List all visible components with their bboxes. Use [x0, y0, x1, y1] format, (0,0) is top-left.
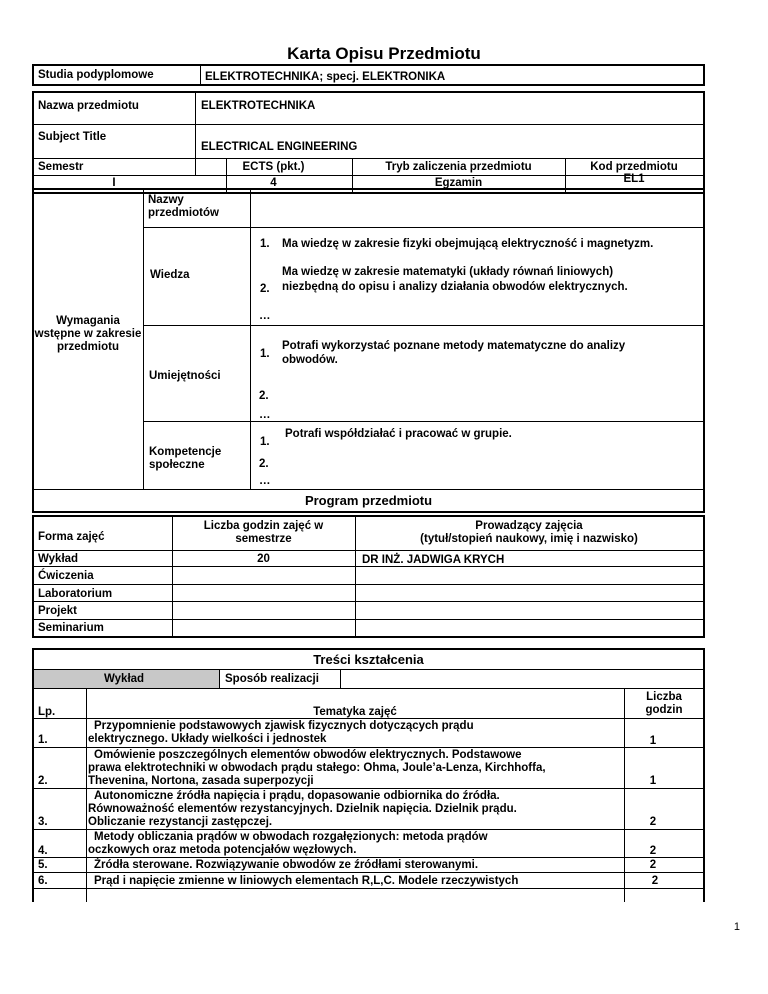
tresci-text-3a: Autonomiczne źródła napięcia i prądu, dopasowanie odbiornika do źródła.	[94, 790, 500, 802]
studia-value: ELEKTROTECHNIKA; specj. ELEKTRONIKA	[205, 71, 446, 83]
wymagania-label: Wymagania wstępne w zakresie przedmiotu	[34, 315, 142, 353]
tresci-text-3c: Obliczanie rezystancji zastępczej.	[88, 816, 273, 828]
tresci-lp-3: 3.	[38, 816, 48, 828]
forma-row-5: Seminarium	[38, 622, 104, 634]
tresci-lp-2: 2.	[38, 775, 48, 787]
liczba-header-1: Liczba	[646, 691, 682, 703]
tresci-lp-5: 5.	[38, 859, 48, 871]
tresci-hours-4: 2	[649, 845, 657, 857]
tresci-hours-3: 2	[649, 816, 657, 828]
kod-label: Kod przedmiotu	[590, 161, 678, 173]
kompetencje-text-1: Potrafi współdziałać i pracować w grupie.	[285, 428, 512, 440]
kompetencje-label: Kompetencje społeczne	[149, 446, 222, 471]
tresci-text-4a: Metody obliczania prądów w obwodach rozgałęzionych: metoda prądów	[94, 831, 488, 843]
kod-value: EL1	[623, 173, 645, 185]
page-title: Karta Opisu Przedmiotu	[287, 44, 481, 63]
wiedza-text-2a: Ma wiedzę w zakresie matematyki (układy równań liniowych)	[282, 266, 614, 278]
umiejetnosci-text-1b: obwodów.	[282, 354, 338, 366]
tryb-label: Tryb zaliczenia przedmiotu	[385, 161, 532, 173]
tresci-text-6a: Prąd i napięcie zmienne w liniowych elementach R,L,C. Modele rzeczywistych	[94, 875, 519, 887]
tresci-text-2c: Thevenina, Nortona, zasada superpozycji	[88, 775, 314, 787]
prowadzacy-row-1: DR INŻ. JADWIGA KRYCH	[362, 554, 505, 566]
kompetencje-num-1: 1.	[260, 436, 270, 448]
forma-row-3: Laboratorium	[38, 588, 113, 600]
tresci-text-1b: elektrycznego. Układy wielkości i jednostek	[88, 733, 327, 745]
tresci-hours-2: 1	[649, 775, 657, 787]
umiejetnosci-label: Umiejętności	[149, 370, 221, 382]
page-number: 1	[733, 921, 740, 933]
semestr-value: I	[112, 177, 116, 189]
wiedza-text-2b: niezbędną do opisu i analizy działania obwodów elektrycznych.	[282, 281, 628, 293]
wiedza-num-3: …	[259, 310, 271, 322]
tresci-hours-1: 1	[649, 735, 657, 747]
studia-label: Studia podyplomowe	[38, 69, 154, 81]
ects-label: ECTS (pkt.)	[242, 161, 305, 173]
tresci-hours-5: 2	[649, 859, 657, 871]
col-liczba-1: Liczba godzin zajęć w	[203, 520, 324, 532]
col-liczba-2: semestrze	[235, 533, 292, 545]
kompetencje-num-3: …	[259, 475, 271, 487]
forma-row-2: Ćwiczenia	[38, 570, 94, 582]
tresci-hours-6: 2	[651, 875, 659, 887]
wyklad-label: Wykład	[104, 673, 145, 685]
ects-value: 4	[270, 177, 277, 189]
tresci-text-2b: prawa elektrotechniki w obwodach prądu stałego: Ohma, Joule’a-Lenza, Kirchhoffa,	[88, 762, 546, 774]
tresci-text-4b: oczkowych oraz metoda potencjałów węzłowych.	[88, 844, 357, 856]
subject-title-label: Subject Title	[38, 131, 107, 143]
forma-row-4: Projekt	[38, 605, 77, 617]
sposob-label: Sposób realizacji	[225, 673, 319, 685]
umiejetnosci-num-3: …	[259, 409, 271, 421]
tresci-lp-4: 4.	[38, 845, 48, 857]
wiedza-num-1: 1.	[260, 238, 270, 250]
wiedza-text-1: Ma wiedzę w zakresie fizyki obejmującą elektryczność i magnetyzm.	[282, 238, 654, 250]
nazwa-label: Nazwa przedmiotu	[38, 100, 139, 112]
tryb-value: Egzamin	[434, 177, 483, 189]
tresci-lp-6: 6.	[38, 875, 48, 887]
col-forma: Forma zajęć	[38, 531, 105, 543]
program-title: Program przedmiotu	[304, 493, 433, 508]
wiedza-num-2: 2.	[260, 283, 270, 295]
semestr-label: Semestr	[38, 161, 84, 173]
umiejetnosci-num-2: 2.	[259, 390, 269, 402]
liczba-header-2: godzin	[645, 704, 683, 716]
col-prow-2: (tytuł/stopień naukowy, imię i nazwisko)	[420, 533, 638, 545]
tresci-text-1a: Przypomnienie podstawowych zjawisk fizycznych dotyczących prądu	[94, 720, 474, 732]
nazwy-label: Nazwy przedmiotów	[148, 194, 219, 219]
tresci-lp-1: 1.	[38, 734, 48, 746]
subject-title-value: ELECTRICAL ENGINEERING	[201, 141, 358, 153]
liczba-row-1: 20	[257, 553, 270, 565]
forma-row-1: Wykład	[38, 553, 79, 565]
tresci-text-2a: Omówienie poszczególnych elementów obwodów elektrycznych. Podstawowe	[94, 749, 522, 761]
tresci-title: Treści kształcenia	[313, 652, 424, 667]
wiedza-label: Wiedza	[150, 269, 190, 281]
tresci-text-3b: Równoważność elementów rezystancyjnych. Dzielnik napięcia. Dzielnik prądu.	[88, 803, 517, 815]
col-prow-1: Prowadzący zajęcia	[475, 520, 583, 532]
umiejetnosci-text-1a: Potrafi wykorzystać poznane metody matematyczne do analizy	[282, 340, 626, 352]
umiejetnosci-num-1: 1.	[260, 348, 270, 360]
tresci-text-5a: Źródła sterowane. Rozwiązywanie obwodów ze źródłami sterowanymi.	[94, 859, 479, 871]
lp-header: Lp.	[38, 706, 56, 718]
kompetencje-num-2: 2.	[259, 458, 269, 470]
nazwa-value: ELEKTROTECHNIKA	[201, 100, 316, 112]
tematyka-header: Tematyka zajęć	[313, 706, 397, 718]
